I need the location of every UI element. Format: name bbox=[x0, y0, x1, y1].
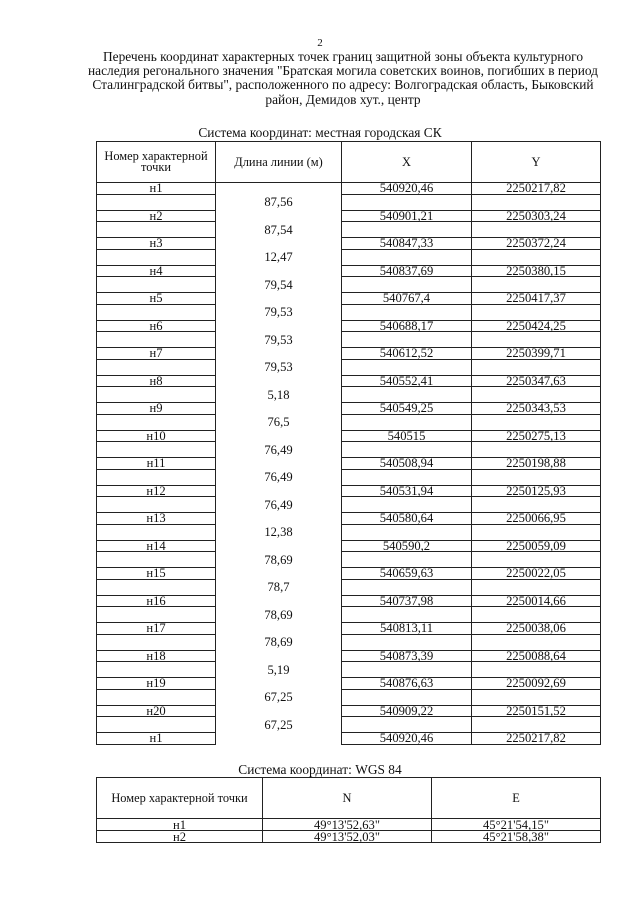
table-row bbox=[97, 458, 601, 470]
segment-spacer-cell bbox=[97, 359, 216, 375]
segment-spacer-cell bbox=[97, 552, 216, 568]
x-cell: 540920,46 bbox=[342, 733, 472, 745]
table-row bbox=[97, 568, 601, 580]
segment-row bbox=[97, 194, 601, 210]
segment-spacer-cell bbox=[342, 634, 472, 650]
line-length-cell bbox=[216, 540, 342, 552]
segment-spacer-cell bbox=[342, 717, 472, 733]
segment-spacer-cell bbox=[472, 359, 601, 375]
x-cell: 540737,98 bbox=[342, 595, 472, 607]
y-cell: 2250066,95 bbox=[472, 513, 601, 525]
y-cell: 2250198,88 bbox=[472, 458, 601, 470]
segment-spacer-cell bbox=[472, 717, 601, 733]
line-length-cell bbox=[216, 210, 342, 222]
n-cell: 49°13'52,03" bbox=[263, 831, 432, 843]
x-cell: 540508,94 bbox=[342, 458, 472, 470]
x-cell: 540847,33 bbox=[342, 238, 472, 250]
header-y: Y bbox=[472, 142, 601, 183]
line-length-value: 67,25 bbox=[216, 689, 342, 705]
table-row bbox=[97, 375, 601, 387]
segment-row bbox=[97, 387, 601, 403]
segment-spacer-cell bbox=[97, 662, 216, 678]
x-cell: 540813,11 bbox=[342, 623, 472, 635]
line-length-cell bbox=[216, 430, 342, 442]
point-id-cell: н18 bbox=[97, 650, 216, 662]
line-length-cell bbox=[216, 733, 342, 745]
y-cell: 2250022,05 bbox=[472, 568, 601, 580]
wgs84-coordinates-table bbox=[96, 777, 601, 843]
x-cell: 540659,63 bbox=[342, 568, 472, 580]
local-coordinates-table bbox=[96, 141, 601, 745]
wgs84-caption: Система координат: WGS 84 bbox=[238, 762, 402, 777]
x-cell: 540515 bbox=[342, 430, 472, 442]
x-cell: 540901,21 bbox=[342, 210, 472, 222]
point-id-cell: н11 bbox=[97, 458, 216, 470]
line-length-cell bbox=[216, 183, 342, 195]
segment-spacer-cell bbox=[97, 222, 216, 238]
segment-spacer-cell bbox=[342, 552, 472, 568]
segment-spacer-cell bbox=[472, 607, 601, 623]
segment-spacer-cell bbox=[97, 277, 216, 293]
table-row bbox=[97, 540, 601, 552]
line-length-value: 76,49 bbox=[216, 497, 342, 513]
line-length-cell bbox=[216, 485, 342, 497]
segment-row bbox=[97, 607, 601, 623]
x-cell: 540767,4 bbox=[342, 293, 472, 305]
segment-spacer-cell bbox=[342, 387, 472, 403]
header-x: X bbox=[342, 142, 472, 183]
segment-spacer-cell bbox=[342, 222, 472, 238]
segment-spacer-cell bbox=[342, 497, 472, 513]
x-cell: 540688,17 bbox=[342, 320, 472, 332]
x-cell: 540876,63 bbox=[342, 678, 472, 690]
table-row bbox=[97, 678, 601, 690]
line-length-value: 76,49 bbox=[216, 469, 342, 485]
segment-row bbox=[97, 717, 601, 733]
point-id-cell: н6 bbox=[97, 320, 216, 332]
segment-spacer-cell bbox=[472, 332, 601, 348]
segment-row bbox=[97, 497, 601, 513]
table-row bbox=[97, 705, 601, 717]
line-length-value: 12,47 bbox=[216, 249, 342, 265]
line-length-value: 78,69 bbox=[216, 634, 342, 650]
point-id-cell: н3 bbox=[97, 238, 216, 250]
line-length-cell bbox=[216, 375, 342, 387]
segment-spacer-cell bbox=[342, 607, 472, 623]
segment-spacer-cell bbox=[342, 689, 472, 705]
x-cell: 540920,46 bbox=[342, 183, 472, 195]
table-row bbox=[97, 595, 601, 607]
segment-row bbox=[97, 524, 601, 540]
segment-spacer-cell bbox=[342, 359, 472, 375]
segment-row bbox=[97, 414, 601, 430]
y-cell: 2250217,82 bbox=[472, 183, 601, 195]
segment-spacer-cell bbox=[472, 497, 601, 513]
point-id-cell: н13 bbox=[97, 513, 216, 525]
segment-spacer-cell bbox=[342, 579, 472, 595]
segment-spacer-cell bbox=[97, 689, 216, 705]
segment-spacer-cell bbox=[342, 194, 472, 210]
table-row bbox=[97, 265, 601, 277]
y-cell: 2250092,69 bbox=[472, 678, 601, 690]
line-length-value: 87,54 bbox=[216, 222, 342, 238]
segment-row bbox=[97, 469, 601, 485]
segment-spacer-cell bbox=[472, 442, 601, 458]
segment-spacer-cell bbox=[472, 524, 601, 540]
line-length-value: 12,38 bbox=[216, 524, 342, 540]
segment-spacer-cell bbox=[472, 304, 601, 320]
segment-row bbox=[97, 689, 601, 705]
page-number: 2 bbox=[317, 37, 323, 49]
y-cell: 2250380,15 bbox=[472, 265, 601, 277]
point-id-cell: н9 bbox=[97, 403, 216, 415]
point-id-cell: н20 bbox=[97, 705, 216, 717]
segment-spacer-cell bbox=[342, 524, 472, 540]
y-cell: 2250303,24 bbox=[472, 210, 601, 222]
table-row bbox=[97, 430, 601, 442]
y-cell: 2250347,63 bbox=[472, 375, 601, 387]
line-length-cell bbox=[216, 403, 342, 415]
header-point-number: Номер характерной точки bbox=[97, 778, 263, 819]
table-header-row bbox=[97, 142, 601, 183]
local-system-caption: Система координат: местная городская СК bbox=[198, 125, 442, 140]
header-point-number: Номер характерной точки bbox=[97, 142, 216, 183]
segment-spacer-cell bbox=[342, 332, 472, 348]
segment-spacer-cell bbox=[97, 387, 216, 403]
point-id-cell: н1 bbox=[97, 819, 263, 831]
point-id-cell: н17 bbox=[97, 623, 216, 635]
point-id-cell: н1 bbox=[97, 183, 216, 195]
segment-row bbox=[97, 332, 601, 348]
table-row bbox=[97, 623, 601, 635]
point-id-cell: н15 bbox=[97, 568, 216, 580]
y-cell: 2250014,66 bbox=[472, 595, 601, 607]
table-row bbox=[97, 183, 601, 195]
point-id-cell: н5 bbox=[97, 293, 216, 305]
n-cell: 49°13'52,63" bbox=[263, 819, 432, 831]
y-cell: 2250059,09 bbox=[472, 540, 601, 552]
segment-spacer-cell bbox=[472, 277, 601, 293]
point-id-cell: н12 bbox=[97, 485, 216, 497]
line-length-value: 78,7 bbox=[216, 579, 342, 595]
segment-spacer-cell bbox=[97, 579, 216, 595]
y-cell: 2250399,71 bbox=[472, 348, 601, 360]
line-length-value: 87,56 bbox=[216, 194, 342, 210]
point-id-cell: н7 bbox=[97, 348, 216, 360]
x-cell: 540531,94 bbox=[342, 485, 472, 497]
segment-spacer-cell bbox=[472, 414, 601, 430]
point-id-cell: н10 bbox=[97, 430, 216, 442]
y-cell: 2250343,53 bbox=[472, 403, 601, 415]
point-id-cell: н16 bbox=[97, 595, 216, 607]
point-id-cell: н4 bbox=[97, 265, 216, 277]
x-cell: 540590,2 bbox=[342, 540, 472, 552]
table-row bbox=[97, 831, 601, 843]
x-cell: 540549,25 bbox=[342, 403, 472, 415]
line-length-cell bbox=[216, 513, 342, 525]
segment-spacer-cell bbox=[97, 414, 216, 430]
x-cell: 540552,41 bbox=[342, 375, 472, 387]
segment-row bbox=[97, 442, 601, 458]
table-row bbox=[97, 733, 601, 745]
segment-row bbox=[97, 662, 601, 678]
segment-spacer-cell bbox=[342, 414, 472, 430]
segment-spacer-cell bbox=[97, 304, 216, 320]
segment-spacer-cell bbox=[342, 249, 472, 265]
point-id-cell: н8 bbox=[97, 375, 216, 387]
y-cell: 2250125,93 bbox=[472, 485, 601, 497]
point-id-cell: н14 bbox=[97, 540, 216, 552]
segment-spacer-cell bbox=[472, 579, 601, 595]
segment-row bbox=[97, 304, 601, 320]
e-cell: 45°21'54,15" bbox=[432, 819, 601, 831]
y-cell: 2250372,24 bbox=[472, 238, 601, 250]
e-cell: 45°21'58,38" bbox=[432, 831, 601, 843]
y-cell: 2250217,82 bbox=[472, 733, 601, 745]
segment-spacer-cell bbox=[472, 469, 601, 485]
line-length-value: 76,5 bbox=[216, 414, 342, 430]
line-length-cell bbox=[216, 348, 342, 360]
line-length-cell bbox=[216, 238, 342, 250]
segment-spacer-cell bbox=[97, 717, 216, 733]
segment-spacer-cell bbox=[97, 332, 216, 348]
table-row bbox=[97, 348, 601, 360]
y-cell: 2250424,25 bbox=[472, 320, 601, 332]
segment-spacer-cell bbox=[342, 662, 472, 678]
segment-spacer-cell bbox=[97, 249, 216, 265]
y-cell: 2250417,37 bbox=[472, 293, 601, 305]
line-length-value: 79,54 bbox=[216, 277, 342, 293]
point-id-cell: н1 bbox=[97, 733, 216, 745]
segment-spacer-cell bbox=[472, 222, 601, 238]
segment-row bbox=[97, 222, 601, 238]
line-length-value: 79,53 bbox=[216, 359, 342, 375]
line-length-cell bbox=[216, 458, 342, 470]
line-length-value: 78,69 bbox=[216, 552, 342, 568]
segment-spacer-cell bbox=[97, 442, 216, 458]
line-length-cell bbox=[216, 265, 342, 277]
segment-spacer-cell bbox=[97, 607, 216, 623]
line-length-cell bbox=[216, 293, 342, 305]
line-length-value: 79,53 bbox=[216, 332, 342, 348]
y-cell: 2250151,52 bbox=[472, 705, 601, 717]
x-cell: 540612,52 bbox=[342, 348, 472, 360]
segment-spacer-cell bbox=[472, 194, 601, 210]
table-row bbox=[97, 293, 601, 305]
x-cell: 540837,69 bbox=[342, 265, 472, 277]
line-length-cell bbox=[216, 623, 342, 635]
segment-spacer-cell bbox=[342, 469, 472, 485]
segment-row bbox=[97, 277, 601, 293]
line-length-cell bbox=[216, 650, 342, 662]
segment-spacer-cell bbox=[97, 497, 216, 513]
segment-spacer-cell bbox=[472, 634, 601, 650]
segment-spacer-cell bbox=[472, 689, 601, 705]
segment-spacer-cell bbox=[97, 469, 216, 485]
segment-spacer-cell bbox=[472, 662, 601, 678]
table-row bbox=[97, 819, 601, 831]
segment-spacer-cell bbox=[472, 552, 601, 568]
y-cell: 2250088,64 bbox=[472, 650, 601, 662]
line-length-value: 5,18 bbox=[216, 387, 342, 403]
y-cell: 2250038,06 bbox=[472, 623, 601, 635]
table-header-row bbox=[97, 778, 601, 819]
line-length-cell bbox=[216, 568, 342, 580]
line-length-value: 76,49 bbox=[216, 442, 342, 458]
line-length-cell bbox=[216, 705, 342, 717]
segment-spacer-cell bbox=[342, 304, 472, 320]
header-e: E bbox=[432, 778, 601, 819]
line-length-value: 5,19 bbox=[216, 662, 342, 678]
x-cell: 540580,64 bbox=[342, 513, 472, 525]
table-row bbox=[97, 650, 601, 662]
line-length-value: 78,69 bbox=[216, 607, 342, 623]
line-length-value: 67,25 bbox=[216, 717, 342, 733]
table-row bbox=[97, 238, 601, 250]
segment-spacer-cell bbox=[342, 277, 472, 293]
segment-row bbox=[97, 249, 601, 265]
table-row bbox=[97, 210, 601, 222]
document-title: Перечень координат характерных точек границ защитной зоны объекта культурного наследия регонального значения "Братская могила советских воинов, погибших в период Сталинградской битвы", расположенного по адресу: Волгоградская область, Быковский район, Демидов хут., центр bbox=[88, 49, 598, 107]
table-row bbox=[97, 513, 601, 525]
segment-spacer-cell bbox=[97, 524, 216, 540]
line-length-value: 79,53 bbox=[216, 304, 342, 320]
segment-spacer-cell bbox=[472, 249, 601, 265]
segment-row bbox=[97, 359, 601, 375]
point-id-cell: н2 bbox=[97, 210, 216, 222]
segment-row bbox=[97, 552, 601, 568]
point-id-cell: н19 bbox=[97, 678, 216, 690]
x-cell: 540873,39 bbox=[342, 650, 472, 662]
segment-row bbox=[97, 579, 601, 595]
x-cell: 540909,22 bbox=[342, 705, 472, 717]
line-length-cell bbox=[216, 595, 342, 607]
table-row bbox=[97, 320, 601, 332]
point-id-cell: н2 bbox=[97, 831, 263, 843]
segment-spacer-cell bbox=[97, 194, 216, 210]
segment-spacer-cell bbox=[342, 442, 472, 458]
table-row bbox=[97, 403, 601, 415]
segment-row bbox=[97, 634, 601, 650]
segment-spacer-cell bbox=[472, 387, 601, 403]
segment-spacer-cell bbox=[97, 634, 216, 650]
y-cell: 2250275,13 bbox=[472, 430, 601, 442]
header-n: N bbox=[263, 778, 432, 819]
line-length-cell bbox=[216, 320, 342, 332]
header-line-length: Длина линии (м) bbox=[216, 142, 342, 183]
table-row bbox=[97, 485, 601, 497]
line-length-cell bbox=[216, 678, 342, 690]
